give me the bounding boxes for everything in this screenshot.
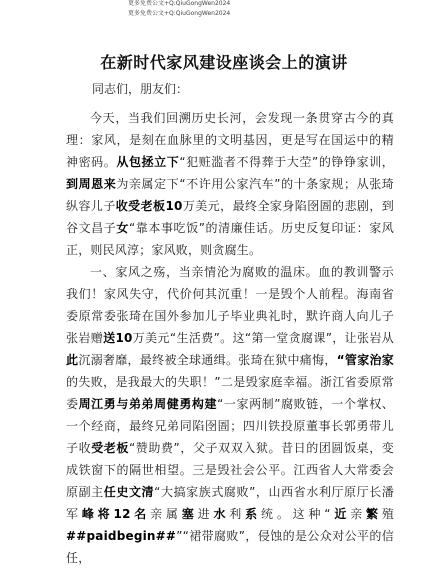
paragraph-intro [66, 107, 394, 261]
text-run: 殖 [381, 507, 395, 521]
text-run: 的失败，是我最大的失职！”二是毁家庭幸福。浙江省委原常委 [66, 375, 394, 411]
bold-text-run: 系 [245, 507, 261, 521]
bold-text-run: 峰将 [81, 507, 114, 521]
header-watermark-line-2: 更多免费公文+Q:QiuGongWen2024 [128, 10, 231, 17]
bold-text-run: 名 [130, 507, 151, 521]
header-watermark-line-1: 更多免费公文+Q:QiuGongWen2024 [128, 0, 231, 7]
text-run: “赞助费”，父子双双入狱。昔日的团圆饭桌，变成铁窗下的隔世相望。三是毁社会公平。江西省人大常委会原副主 [66, 441, 394, 499]
document-title: 在新时代家风建设座谈会上的演讲 [100, 53, 348, 72]
text-run: 统。这种“ [260, 507, 331, 521]
text-run: 亲 [350, 507, 367, 521]
greeting: 同志们，朋友们： [92, 82, 189, 96]
text-run: “大搞家族式腐败”，山西省水利厅原厅长潘军 [66, 485, 395, 521]
text-run: “靠本事吃饭”的清廉佳话。历史反复印证：家风正，则民风淳；家风败，则贪腐生。 [66, 221, 394, 257]
document-body [66, 107, 394, 569]
bold-text-run: 送 [103, 331, 116, 345]
bold-text-run: 到周恩来 [66, 177, 117, 191]
paragraph-section-one [66, 261, 394, 569]
bold-text-run: 从包拯立下 [116, 155, 180, 169]
text-run: 今天，当我们回溯历史长河，会发现一条贯穿古今的真理：家风，是刻在血脉里的文明基因，更是写在国运中的精神密码。 [66, 111, 394, 169]
text-run: 利 [229, 507, 246, 521]
bold-text-run: ##paidbegin## [66, 529, 177, 543]
bold-text-run: 任史文清 [103, 485, 155, 499]
text-run: 进 [197, 507, 214, 521]
bold-text-run: 10 [165, 199, 183, 213]
text-run: 万美元“生活费”。这“第一堂贪腐课”，让张岩从 [132, 331, 394, 345]
text-run: 为亲属定下“不许用公家汽车”的十条家规；从张琦纵容儿子 [66, 177, 394, 213]
bold-text-run: 10 [115, 331, 133, 345]
text-run: ”“裙带腐败”，侵蚀的是公众对公平的信任， [66, 529, 394, 565]
bold-text-run: 繁 [366, 507, 382, 521]
bold-text-run: 12 [113, 507, 131, 521]
bold-text-run: 近 [330, 507, 351, 521]
text-run: 一、家风之殇，当亲情沦为腐败的温床。血的教训警示我们！家风失守，代价何其沉重！一是毁个人前程。海南省委原常委张琦在国外参加儿子毕业典礼时，默许商人向儿子张岩赠 [66, 265, 394, 345]
bold-text-run: “管家治家 [336, 353, 395, 367]
text-run: 沉溺奢靡，最终被全球通缉。张琦在狱中痛悔， [78, 353, 337, 367]
bold-text-run: 水 [213, 507, 230, 521]
bold-text-run: 受老板 [91, 441, 129, 455]
bold-text-run: 此 [66, 353, 79, 367]
bold-text-run: 收受老板 [115, 199, 166, 213]
text-run: 亲属 [150, 507, 182, 521]
text-run: 万美元，最终全家身陷囹圄的悲剧，到谷文昌子 [66, 199, 394, 235]
text-run: “犯赃滥者不得葬于大茔”的铮铮家训， [179, 155, 394, 169]
text-run: “一家两制”腐败链，一个掌权、一个经商，最终兄弟同陷囹圄；四川铁投原董事长郭勇带儿子收 [66, 397, 394, 455]
bold-text-run: 周江勇与弟弟周健勇构建 [78, 397, 218, 411]
bold-text-run: 塞 [181, 507, 198, 521]
bold-text-run: 女 [116, 221, 129, 235]
